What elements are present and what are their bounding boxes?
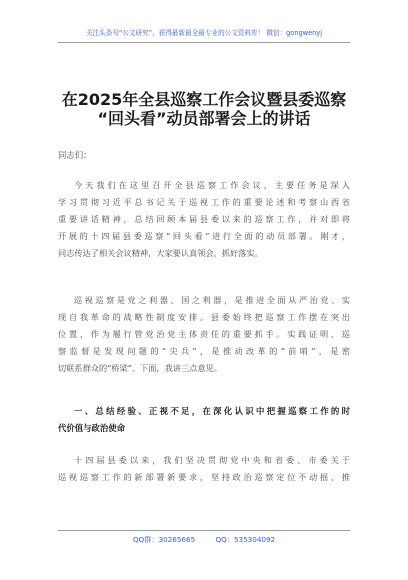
paragraph-1 — [58, 177, 350, 262]
footer — [0, 535, 408, 545]
footer-divider — [58, 530, 350, 531]
footer-qq: QQ：535304092 — [215, 535, 276, 544]
paragraph-line: 今天我们在这里召开全县巡察工作会议，主要任务是深入 — [74, 180, 350, 190]
salutation — [58, 147, 350, 164]
paragraph-line: 位置，作为履行管党治党主体责任的重要抓手。实践证明，巡 — [58, 329, 350, 339]
paragraph-3 — [58, 452, 350, 486]
paragraph-line: 十四届县委以来，我们坚决贯彻党中央和省委、市委关于 — [74, 455, 350, 465]
header-divider — [58, 42, 350, 43]
paragraph-line: 现自我革命的战略性制度安排。县委始终把巡察工作摆在突出 — [58, 312, 350, 322]
paragraph-line: 切联系群众的“桥梁”。下面，我讲三点意见。 — [58, 363, 222, 373]
footer-qq-group: QQ群：30265665 — [132, 535, 196, 544]
document-title-line-2: “回头看”动员部署会上的讲话 — [97, 109, 311, 128]
header-note: 关注头条号“公文研究”，获得最新最全最专业的公文资料库！ 微信：gongwenyj — [85, 29, 323, 37]
paragraph-line: 察监督是发现问题的“尖兵”，是推动改革的“前哨”，是密 — [58, 346, 350, 356]
document-title-line-1: 在2025年全县巡察工作会议暨县委巡察 — [61, 90, 347, 109]
paragraph-line: 巡视巡察工作的新部署新要求，坚持政治巡察定位不动摇，推 — [58, 472, 350, 482]
heading-line: 一、总结经验、正视不足，在深化认识中把握巡察工作的时 — [74, 406, 350, 416]
paragraph-2 — [58, 292, 350, 377]
paragraph-line: 巡视巡察是党之利器、国之利器，是推进全面从严治党、实 — [74, 295, 350, 305]
heading-line: 代价值与政治使命 — [58, 423, 125, 433]
section-heading-1 — [58, 403, 350, 437]
paragraph-line: 重要讲话精神，总结回顾本届县委以来的巡察工作，并对即将 — [58, 214, 350, 224]
paragraph-line: 开展的十四届县委巡察“回头看”进行全面的动员部署。刚才， — [58, 231, 350, 241]
paragraph-line: 同志传达了相关会议精神，大家要认真领会，抓好落实。 — [58, 248, 263, 258]
paragraph-line: 学习贯彻习近平总书记关于巡视工作的重要论述和考察山西省 — [58, 197, 350, 207]
salutation-text: 同志们： — [58, 150, 92, 160]
